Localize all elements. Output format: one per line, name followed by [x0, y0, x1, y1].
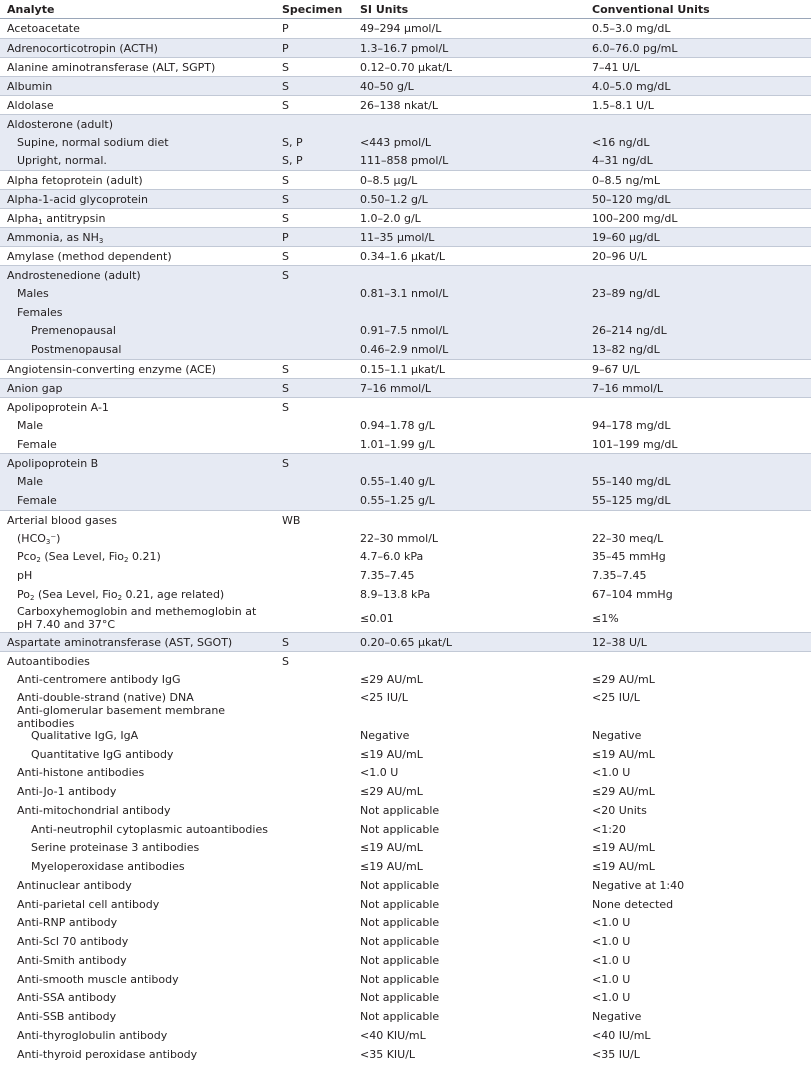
conventional-units-cell: <40 IU/mL: [592, 1029, 651, 1042]
analyte-cell: Albumin: [7, 79, 53, 93]
si-units-cell: 11–35 μmol/L: [360, 230, 435, 244]
specimen-cell: S: [282, 400, 289, 414]
conventional-units-cell: 20–96 U/L: [592, 249, 647, 263]
analyte-cell: Anti-thyroglobulin antibody: [17, 1029, 168, 1042]
conventional-units-cell: 67–104 mmHg: [592, 588, 673, 601]
analyte-cell: Androstenedione (adult): [7, 268, 141, 282]
analyte-cell: Anti-thyroid peroxidase antibody: [17, 1047, 198, 1061]
table-row: [0, 604, 811, 632]
si-units-cell: <25 IU/L: [360, 691, 408, 704]
table-row: [0, 566, 811, 585]
si-units-cell: 1.01–1.99 g/L: [360, 437, 435, 451]
conventional-units-cell: 6.0–76.0 pg/mL: [592, 41, 678, 55]
si-units-cell: Not applicable: [360, 804, 440, 817]
header-analyte: Analyte: [7, 2, 55, 16]
si-units-cell: Not applicable: [360, 991, 440, 1004]
table-row: [0, 303, 811, 321]
table-row: [0, 265, 811, 284]
conventional-units-cell: 101–199 mg/dL: [592, 437, 678, 451]
analyte-cell: Supine, normal sodium diet: [17, 135, 169, 149]
specimen-cell: S, P: [282, 154, 303, 167]
analyte-cell: Adrenocorticotropin (ACTH): [7, 41, 158, 55]
analyte-cell: Male: [17, 475, 44, 488]
conventional-units-cell: 4–31 ng/dL: [592, 154, 653, 167]
table-row: [0, 397, 811, 416]
specimen-cell: WB: [282, 513, 301, 527]
conventional-units-cell: Negative: [592, 729, 642, 742]
analyte-cell: Quantitative IgG antibody: [31, 747, 174, 761]
si-units-cell: 7.35–7.45: [360, 569, 415, 582]
table-row: [0, 838, 811, 857]
table-row: [0, 416, 811, 435]
si-units-cell: <1.0 U: [360, 766, 399, 779]
conventional-units-cell: 26–214 ng/dL: [592, 324, 667, 337]
specimen-cell: S: [282, 173, 289, 187]
table-row: [0, 1007, 811, 1026]
conventional-units-cell: Negative: [592, 1010, 642, 1023]
si-units-cell: 0.81–3.1 nmol/L: [360, 287, 449, 300]
table-row: [0, 782, 811, 801]
si-units-cell: <35 KIU/L: [360, 1047, 416, 1061]
conventional-units-cell: 23–89 ng/dL: [592, 287, 660, 300]
table-row: [0, 585, 811, 604]
si-units-cell: 0.15–1.1 μkat/L: [360, 362, 446, 376]
analyte-cell: Autoantibodies: [7, 654, 90, 668]
conventional-units-cell: <1:20: [592, 822, 626, 836]
conventional-units-cell: ≤19 AU/mL: [592, 860, 655, 873]
si-units-cell: 0.55–1.40 g/L: [360, 475, 435, 488]
analyte-cell: $(HCO_3^-)$: [17, 531, 61, 546]
si-units-cell: 7–16 mmol/L: [360, 381, 432, 395]
conventional-units-cell: <25 IU/L: [592, 691, 640, 704]
si-units-cell: <443 pmol/L: [360, 135, 432, 149]
table-row: [0, 133, 811, 151]
conventional-units-cell: <1.0 U: [592, 766, 631, 779]
conventional-units-cell: <1.0 U: [592, 916, 631, 929]
analyte-cell: Arterial blood gases: [7, 513, 117, 527]
table-row: [0, 876, 811, 895]
analyte-cell: Female: [17, 437, 57, 451]
analyte-cell: Alanine aminotransferase (ALT, SGPT): [7, 60, 216, 74]
si-units-cell: 4.7–6.0 kPa: [360, 550, 424, 563]
table-row: [0, 703, 811, 730]
si-units-cell: <40 KIU/mL: [360, 1029, 426, 1042]
table-row: [0, 820, 811, 838]
specimen-cell: S: [282, 192, 289, 206]
si-units-cell: ≤29 AU/mL: [360, 672, 423, 686]
specimen-cell: S: [282, 98, 289, 112]
analyte-cell: $Po_2$ (Sea Level, Fio$_2$ 0.21, age related): [17, 588, 225, 602]
analyte-cell: Upright, normal.: [17, 154, 107, 167]
analyte-cell: Carboxyhemoglobin and methemoglobin at pH 7.40 and 37°C: [17, 605, 257, 631]
table-row: [0, 151, 811, 170]
specimen-cell: P: [282, 22, 289, 35]
conventional-units-cell: ≤29 AU/mL: [592, 672, 655, 686]
analyte-cell: Ammonia, as $NH_3$: [7, 230, 104, 245]
table-row: [0, 227, 811, 246]
conventional-units-cell: ≤19 AU/mL: [592, 747, 655, 761]
table-row: [0, 547, 811, 566]
table-row: [0, 1045, 811, 1063]
si-units-cell: ≤0.01: [360, 611, 394, 625]
analyte-cell: Pco$_2$ (Sea Level, Fio$_2$ 0.21): [17, 550, 161, 564]
table-row: [0, 208, 811, 227]
analyte-cell: Male: [17, 419, 44, 432]
analyte-cell: Alpha fetoprotein (adult): [7, 173, 143, 187]
si-units-cell: Not applicable: [360, 897, 440, 911]
specimen-cell: S: [282, 249, 289, 263]
analyte-cell: Anion gap: [7, 381, 63, 395]
conventional-units-cell: 1.5–8.1 U/L: [592, 98, 654, 112]
conventional-units-cell: 7.35–7.45: [592, 569, 647, 582]
si-units-cell: Negative: [360, 729, 410, 742]
si-units-cell: 49–294 μmol/L: [360, 22, 442, 35]
conventional-units-cell: 0.5–3.0 mg/dL: [592, 22, 671, 35]
table-row: [0, 632, 811, 651]
conventional-units-cell: 0–8.5 ng/mL: [592, 173, 660, 187]
table-row: [0, 472, 811, 491]
analyte-cell: Apolipoprotein B: [7, 456, 99, 470]
table-row: [0, 284, 811, 303]
table-row: [0, 76, 811, 95]
si-units-cell: Not applicable: [360, 916, 440, 929]
analyte-cell: Anti-Jo-1 antibody: [17, 785, 117, 798]
analyte-cell: Alpha$_1$ antitrypsin: [7, 211, 106, 226]
si-units-cell: Not applicable: [360, 1010, 440, 1023]
conventional-units-cell: <35 IU/L: [592, 1047, 640, 1061]
conventional-units-cell: 55–125 mg/dL: [592, 494, 671, 507]
table-row: [0, 378, 811, 397]
specimen-cell: P: [282, 230, 289, 244]
analyte-cell: Females: [17, 305, 63, 319]
specimen-cell: S: [282, 456, 289, 470]
si-units-cell: Not applicable: [360, 935, 440, 948]
analyte-cell: Premenopausal: [31, 324, 116, 337]
table-row: [0, 651, 811, 670]
table-row: [0, 170, 811, 189]
conventional-units-cell: <1.0 U: [592, 991, 631, 1004]
table-row: [0, 38, 811, 57]
table-row: [0, 529, 811, 547]
analyte-cell: Aldosterone (adult): [7, 117, 113, 131]
si-units-cell: Not applicable: [360, 822, 440, 836]
conventional-units-cell: ≤29 AU/mL: [592, 785, 655, 798]
si-units-cell: 0.20–0.65 μkat/L: [360, 635, 453, 649]
conventional-units-cell: 94–178 mg/dL: [592, 419, 671, 432]
si-units-cell: 0–8.5 μg/L: [360, 173, 418, 187]
analyte-cell: Anti-histone antibodies: [17, 766, 145, 779]
si-units-cell: 22–30 mmol/L: [360, 531, 439, 545]
analyte-cell: Amylase (method dependent): [7, 249, 172, 263]
conventional-units-cell: ≤19 AU/mL: [592, 841, 655, 854]
analyte-cell: Anti-SSB antibody: [17, 1010, 117, 1023]
table-row: [0, 114, 811, 133]
conventional-units-cell: 9–67 U/L: [592, 362, 640, 376]
conventional-units-cell: <1.0 U: [592, 972, 631, 986]
conventional-units-cell: <20 Units: [592, 804, 647, 817]
header-conventional-units: Conventional Units: [592, 2, 710, 16]
analyte-cell: Serine proteinase 3 antibodies: [31, 841, 200, 854]
analyte-cell: Anti-smooth muscle antibody: [17, 972, 179, 986]
conventional-units-cell: <16 ng/dL: [592, 135, 650, 149]
specimen-cell: S: [282, 60, 289, 74]
conventional-units-cell: None detected: [592, 897, 674, 911]
analyte-cell: Anti-RNP antibody: [17, 916, 118, 929]
conventional-units-cell: 55–140 mg/dL: [592, 475, 671, 488]
analyte-cell: Apolipoprotein A-1: [7, 400, 109, 414]
table-row: [0, 340, 811, 359]
si-units-cell: Not applicable: [360, 879, 440, 892]
analyte-cell: Postmenopausal: [31, 343, 122, 356]
si-units-cell: 0.50–1.2 g/L: [360, 192, 428, 206]
conventional-units-cell: 12–38 U/L: [592, 635, 647, 649]
si-units-cell: ≤19 AU/mL: [360, 747, 423, 761]
si-units-cell: 111–858 pmol/L: [360, 154, 449, 167]
conventional-units-cell: 7–16 mmol/L: [592, 381, 664, 395]
table-row: [0, 189, 811, 208]
table-row: [0, 726, 811, 745]
conventional-units-cell: 22–30 meq/L: [592, 531, 664, 545]
conventional-units-cell: 19–60 μg/dL: [592, 230, 660, 244]
table-row: [0, 857, 811, 876]
analyte-cell: Aldolase: [7, 98, 54, 112]
header-specimen: Specimen: [282, 2, 343, 16]
table-row: [0, 1026, 811, 1045]
analyte-cell: Antinuclear antibody: [17, 879, 132, 892]
specimen-cell: P: [282, 41, 289, 55]
analyte-cell: Myeloperoxidase antibodies: [31, 860, 185, 873]
analyte-cell: Qualitative IgG, IgA: [31, 729, 139, 742]
conventional-units-cell: 50–120 mg/dL: [592, 192, 671, 206]
table-row: [0, 801, 811, 820]
table-row: [0, 970, 811, 988]
analyte-cell: Anti-neutrophil cytoplasmic autoantibodies: [31, 822, 268, 836]
si-units-cell: Not applicable: [360, 954, 440, 967]
si-units-cell: 26–138 nkat/L: [360, 98, 439, 112]
analyte-cell: Female: [17, 494, 57, 507]
table-body: [0, 19, 811, 1063]
si-units-cell: 0.46–2.9 nmol/L: [360, 343, 449, 356]
table-row: [0, 895, 811, 913]
specimen-cell: S: [282, 654, 289, 668]
analyte-cell: pH: [17, 569, 33, 582]
si-units-cell: 40–50 g/L: [360, 79, 414, 93]
si-units-cell: 0.55–1.25 g/L: [360, 494, 435, 507]
table-row: [0, 763, 811, 782]
si-units-cell: 1.3–16.7 pmol/L: [360, 41, 449, 55]
analyte-cell: Males: [17, 287, 49, 300]
table-row: [0, 745, 811, 763]
analyte-cell: Anti-SSA antibody: [17, 991, 117, 1004]
analyte-cell: Angiotensin-converting enzyme (ACE): [7, 362, 216, 376]
table-row: [0, 95, 811, 114]
si-units-cell: 8.9–13.8 kPa: [360, 588, 431, 601]
conventional-units-cell: 35–45 mmHg: [592, 550, 666, 563]
specimen-cell: S: [282, 635, 289, 649]
table-row: [0, 19, 811, 38]
specimen-cell: S, P: [282, 135, 303, 149]
si-units-cell: 0.94–1.78 g/L: [360, 419, 435, 432]
table-row: [0, 932, 811, 951]
si-units-cell: 0.91–7.5 nmol/L: [360, 324, 449, 337]
analyte-cell: Anti-Scl 70 antibody: [17, 935, 129, 948]
header-si-units: SI Units: [360, 2, 409, 16]
analyte-cell: Aspartate aminotransferase (AST, SGOT): [7, 635, 233, 649]
table-row: [0, 246, 811, 265]
si-units-cell: ≤19 AU/mL: [360, 860, 423, 873]
conventional-units-cell: Negative at 1:40: [592, 879, 685, 892]
table-row: [0, 435, 811, 453]
specimen-cell: S: [282, 381, 289, 395]
table-header: [0, 0, 811, 19]
table-row: [0, 988, 811, 1007]
table-row: [0, 913, 811, 932]
analyte-cell: Anti-parietal cell antibody: [17, 897, 160, 911]
conventional-units-cell: <1.0 U: [592, 954, 631, 967]
table-row: [0, 491, 811, 510]
table-row: [0, 510, 811, 529]
specimen-cell: S: [282, 79, 289, 93]
specimen-cell: S: [282, 211, 289, 225]
analyte-cell: Anti-double-strand (native) DNA: [17, 691, 194, 704]
analyte-cell: Anti-Smith antibody: [17, 954, 127, 967]
specimen-cell: S: [282, 268, 289, 282]
specimen-cell: S: [282, 362, 289, 376]
table-row: [0, 321, 811, 340]
table-row: [0, 453, 811, 472]
conventional-units-cell: ≤1%: [592, 611, 619, 625]
si-units-cell: ≤19 AU/mL: [360, 841, 423, 854]
analyte-cell: Acetoacetate: [7, 22, 80, 35]
si-units-cell: ≤29 AU/mL: [360, 785, 423, 798]
conventional-units-cell: 7–41 U/L: [592, 60, 640, 74]
si-units-cell: 0.34–1.6 μkat/L: [360, 249, 446, 263]
si-units-cell: 1.0–2.0 g/L: [360, 211, 421, 225]
conventional-units-cell: 4.0–5.0 mg/dL: [592, 79, 671, 93]
analyte-cell: Anti-centromere antibody IgG: [17, 672, 181, 686]
analyte-cell: Anti-glomerular basement membrane antibodies: [17, 703, 226, 730]
si-units-cell: 0.12–0.70 μkat/L: [360, 60, 453, 74]
table-row: [0, 951, 811, 970]
conventional-units-cell: <1.0 U: [592, 935, 631, 948]
analyte-cell: Alpha-1-acid glycoprotein: [7, 192, 148, 206]
analyte-cell: Anti-mitochondrial antibody: [17, 804, 171, 817]
si-units-cell: Not applicable: [360, 972, 440, 986]
conventional-units-cell: 100–200 mg/dL: [592, 211, 678, 225]
conventional-units-cell: 13–82 ng/dL: [592, 343, 660, 356]
table-row: [0, 359, 811, 378]
table-row: [0, 57, 811, 76]
table-row: [0, 670, 811, 688]
